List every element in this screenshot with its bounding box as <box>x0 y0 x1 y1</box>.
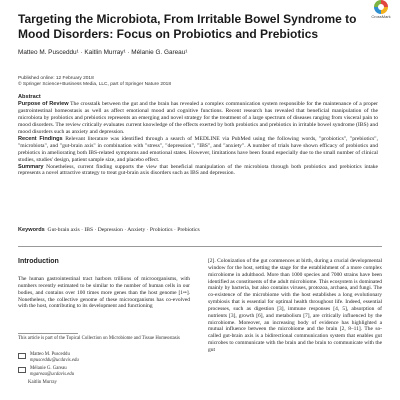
corr-name: Mélanie G. Gareau <box>30 365 67 371</box>
purpose-text: The crosstalk between the gut and the brain has revealed a complex communication system responsible for the maintenance of a proper gastrointestinal homeostasis as well as affect emotional mood and cognitive functions. Recent research has revealed that beneficial manipulation of the microbiota by probiotics and prebiotics represents an emerging and novel strategy for the treatment of a large spectrum of diseases ranging from visceral pain to mood disorders. The review critically evaluates current knowledge of the effects exerted by both probiotics and prebiotics in irritable bowel syndrome (IBS) and mood disorders such as anxiety and depression. <box>18 100 378 135</box>
corr-name: Matteo M. Pusceddu <box>30 352 70 357</box>
findings-label: Recent Findings <box>18 135 63 142</box>
crossmark-label: CrossMark <box>371 14 391 19</box>
keywords-label: Keywords <box>18 227 45 233</box>
correspondence-entry <box>18 380 190 386</box>
intro-paragraph: The human gastrointestinal tract harbors trillions of microorganisms, with numbers recently estimated to be similar to the number of human cells in our bodies, and contains over 100 times more genes than the host genome [1••]. Nonetheless, the collective genome of these microorganisms has co-evolved with the host, contributing to its development and functioning <box>18 276 190 310</box>
keywords-line <box>18 227 378 233</box>
envelope-icon <box>18 353 26 359</box>
footnote-divider <box>18 333 78 334</box>
publication-info <box>18 76 378 88</box>
footnote-text: This article is part of the Topical Collection on Microbiome and Tissue Homeostasis <box>18 336 180 341</box>
keywords-text: Gut-brain axis · IBS · Depression · Anxiety · Probiotics · Prebiotics <box>47 227 200 233</box>
intro-heading: Introduction <box>18 258 59 265</box>
purpose-label: Purpose of Review <box>18 100 69 107</box>
abstract-purpose <box>18 101 378 136</box>
section-divider <box>18 246 382 247</box>
abstract-heading: Abstract <box>18 94 41 100</box>
abstract-block <box>18 94 378 177</box>
copyright-line: © Springer Science+Business Media, LLC, part of Springer Nature 2018 <box>18 82 171 88</box>
findings-text: Relevant literature was identified through a search of MEDLINE via PubMed using the following words, "probiotics", "prebiotics", "microbiota", and "gut-brain axis" in combination with "stress", "depression", "IBS", and "anxiety". A number of trials have shown efficacy of probiotics and prebiotics in ameliorating both IBS-related symptoms and emotional states. However, limitations have been found especially due to the small number of clinical studies, studies' design, patient sample size, and placebo effect. <box>18 135 378 163</box>
crossmark-icon <box>374 0 388 14</box>
crossmark-logo[interactable] <box>370 0 392 19</box>
paper-title: Targeting the Microbiota, From Irritable Bowel Syndrome to Mood Disorders: Focus on Probiotics and Prebiotics <box>18 12 357 41</box>
abstract-findings <box>18 136 378 164</box>
envelope-icon <box>18 367 26 373</box>
published-date: Published online: 12 February 2018 <box>18 76 94 81</box>
corr-name: Kaitlin Murray <box>28 379 57 385</box>
summary-text: Nonetheless, current finding supports the view that beneficial manipulation of the microbiota through both probiotics and prebiotics intake represents a novel attractive strategy to treat gut-brain axis disorders such as IBS and depression. <box>18 163 378 177</box>
correspondence-entry <box>18 366 190 378</box>
corr-email[interactable]: mpusceddu@ucdavis.edu <box>30 357 79 363</box>
corr-email[interactable]: mgareau@ucdavis.edu <box>30 371 75 377</box>
correspondence-block <box>18 352 190 388</box>
author-list: Matteo M. Pusceddu¹ · Kaitlin Murray¹ · Mélanie G. Gareau¹ <box>18 49 188 56</box>
right-column-paragraph: [2]. Colonization of the gut commences at birth, during a crucial developmental window for the host, setting the stage for the establishment of a more complex microbiome in adulthood. More than 1000 species and 7000 strains have been identified as constituents of the adult microbiome. This ecosystem is dominated mainly by bacteria, but also contains viruses, protozoa, archaea, and fungi. The co-existence of the microbiome with the host establishes a long evolutionary symbiosis that is essential for optimal health throughout life. Indeed, essential processes, such as digestion [3], immune responses [4, 5], absorption of nutrients [3], growth [6], and metabolism [7], are critically influenced by the microbiome. Moreover, an increasing body of evidence has highlighted a mutual influence between the microbiome and the brain [2, 8–11]. The so-called gut-brain axis is a bidirectional communication system that enables gut microbes to communicate with the brain and the brain to communicate with the gut <box>208 258 382 353</box>
abstract-summary <box>18 164 378 178</box>
summary-label: Summary <box>18 163 44 170</box>
correspondence-entry <box>18 352 190 364</box>
